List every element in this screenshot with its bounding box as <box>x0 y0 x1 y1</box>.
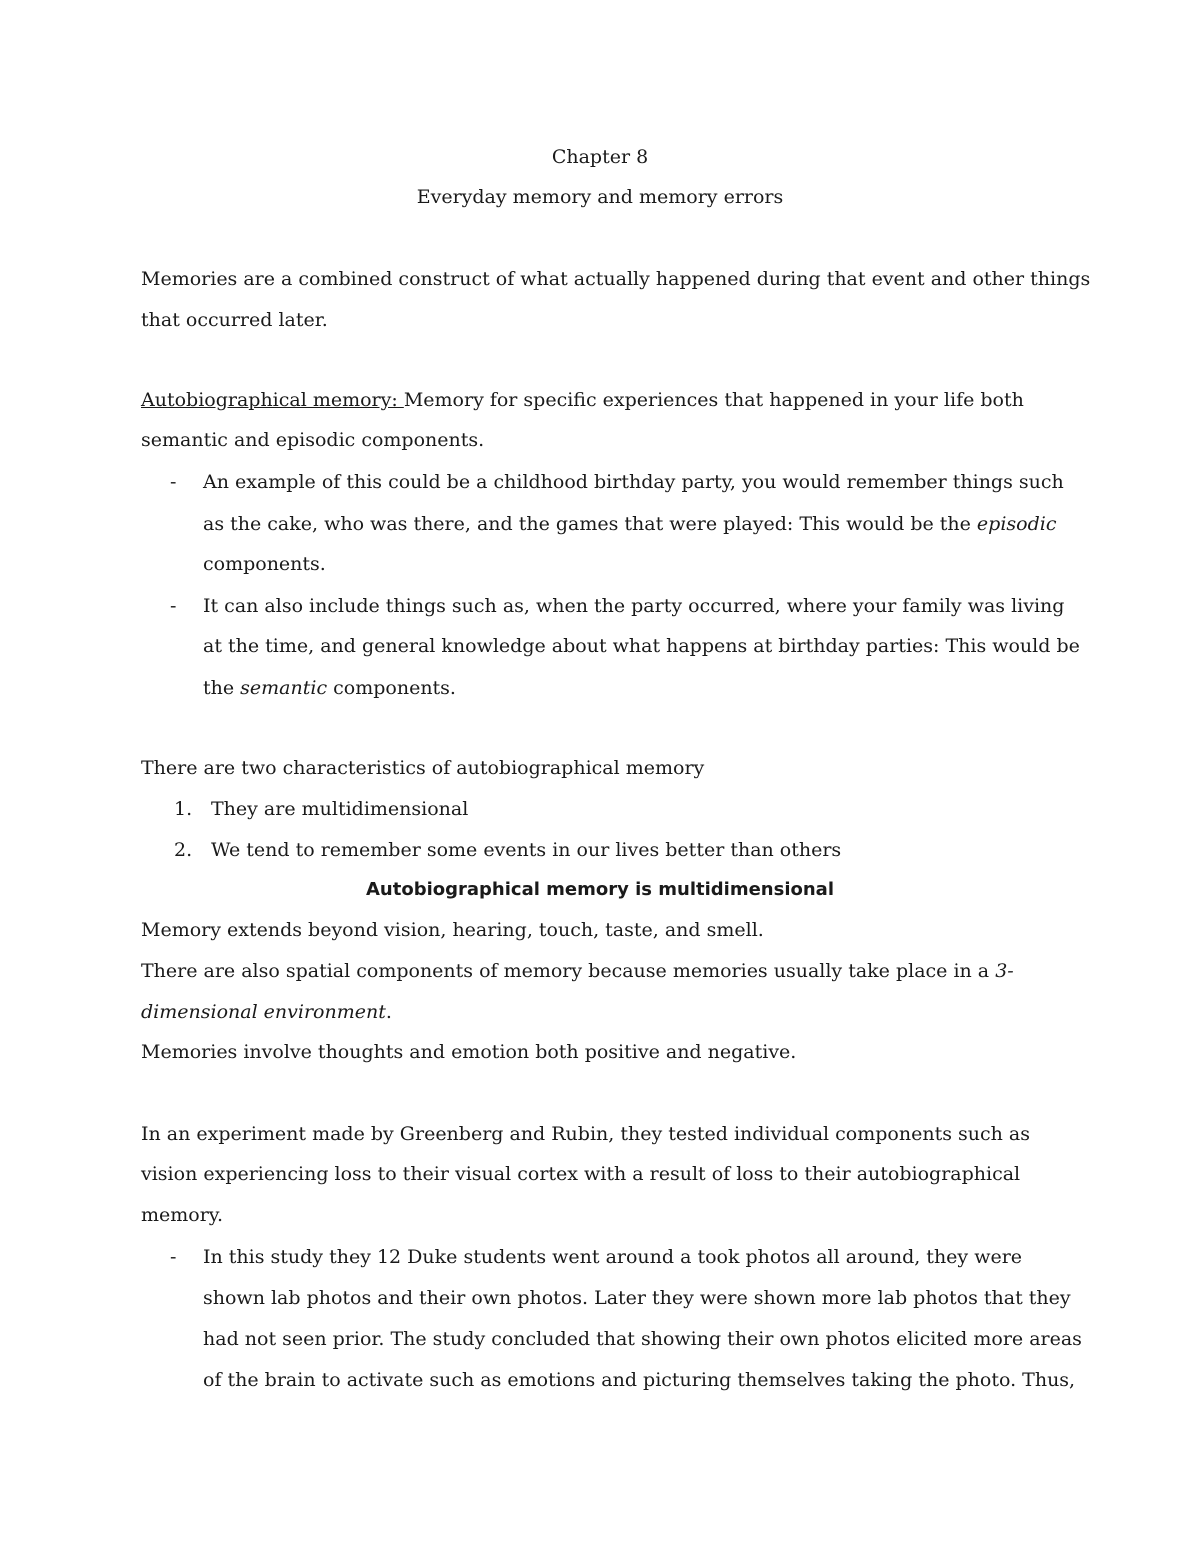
bullet-text-line: An example of this could be a childhood birthday party, you would remember things such <box>203 471 1064 493</box>
list-item: They are multidimensional <box>211 798 469 820</box>
bullet-text-line <box>203 676 456 700</box>
bullet-text: components. <box>327 677 456 699</box>
emphasis-episodic: episodic <box>976 513 1057 535</box>
bullet-text-line: In this study they 12 Duke students went around a took photos all around, they were <box>203 1246 1023 1268</box>
intro-paragraph-line: that occurred later. <box>141 309 328 331</box>
characteristics-intro: There are two characteristics of autobiographical memory <box>141 757 705 779</box>
autobiographical-term: Autobiographical memory: <box>141 389 404 411</box>
list-number: 2. <box>174 839 193 861</box>
bullet-text-line: It can also include things such as, when the party occurred, where your family was living <box>203 595 1065 617</box>
paragraph-line: In an experiment made by Greenberg and Rubin, they tested individual components such as <box>141 1123 1030 1145</box>
emphasis-text: dimensional environment <box>141 1001 386 1023</box>
list-item: We tend to remember some events in our lives better than others <box>211 839 842 861</box>
bullet-text-line: shown lab photos and their own photos. Later they were shown more lab photos that they <box>203 1287 1071 1309</box>
intro-paragraph-line: Memories are a combined construct of what actually happened during that event and other things <box>141 268 1091 290</box>
emphasis-semantic: semantic <box>240 677 328 699</box>
paragraph-line <box>141 959 1014 983</box>
bullet-text-line <box>203 512 1056 536</box>
definition-text-line: semantic and episodic components. <box>141 429 485 451</box>
bullet-dash: - <box>170 595 177 617</box>
autobiographical-definition <box>141 388 1024 412</box>
paragraph-line: Memory extends beyond vision, hearing, touch, taste, and smell. <box>141 919 764 941</box>
section-heading: Autobiographical memory is multidimensional <box>365 879 834 900</box>
bullet-dash: - <box>170 471 177 493</box>
chapter-title: Everyday memory and memory errors <box>416 186 784 208</box>
bullet-text: as the cake, who was there, and the games that were played: This would be the <box>203 513 977 535</box>
emphasis-text: 3- <box>995 960 1014 982</box>
paragraph-text: There are also spatial components of memory because memories usually take place in a <box>141 960 996 982</box>
paragraph-line: vision experiencing loss to their visual cortex with a result of loss to their autobiographical <box>141 1163 1021 1185</box>
bullet-text-line: at the time, and general knowledge about what happens at birthday parties: This would be <box>203 635 1080 657</box>
paragraph-line: memory. <box>141 1204 224 1226</box>
bullet-text-line: had not seen prior. The study concluded that showing their own photos elicited more areas <box>203 1328 1082 1350</box>
paragraph-text: . <box>385 1001 392 1023</box>
chapter-number: Chapter 8 <box>551 146 649 168</box>
paragraph-line: Memories involve thoughts and emotion both positive and negative. <box>141 1041 797 1063</box>
bullet-text-line: components. <box>203 553 326 575</box>
bullet-text: the <box>203 677 241 699</box>
paragraph-line <box>141 1000 392 1024</box>
bullet-text-line: of the brain to activate such as emotions and picturing themselves taking the photo. Thus, <box>203 1369 1076 1391</box>
bullet-dash: - <box>170 1246 177 1268</box>
definition-text: Memory for specific experiences that happened in your life both <box>403 389 1024 411</box>
list-number: 1. <box>174 798 193 820</box>
